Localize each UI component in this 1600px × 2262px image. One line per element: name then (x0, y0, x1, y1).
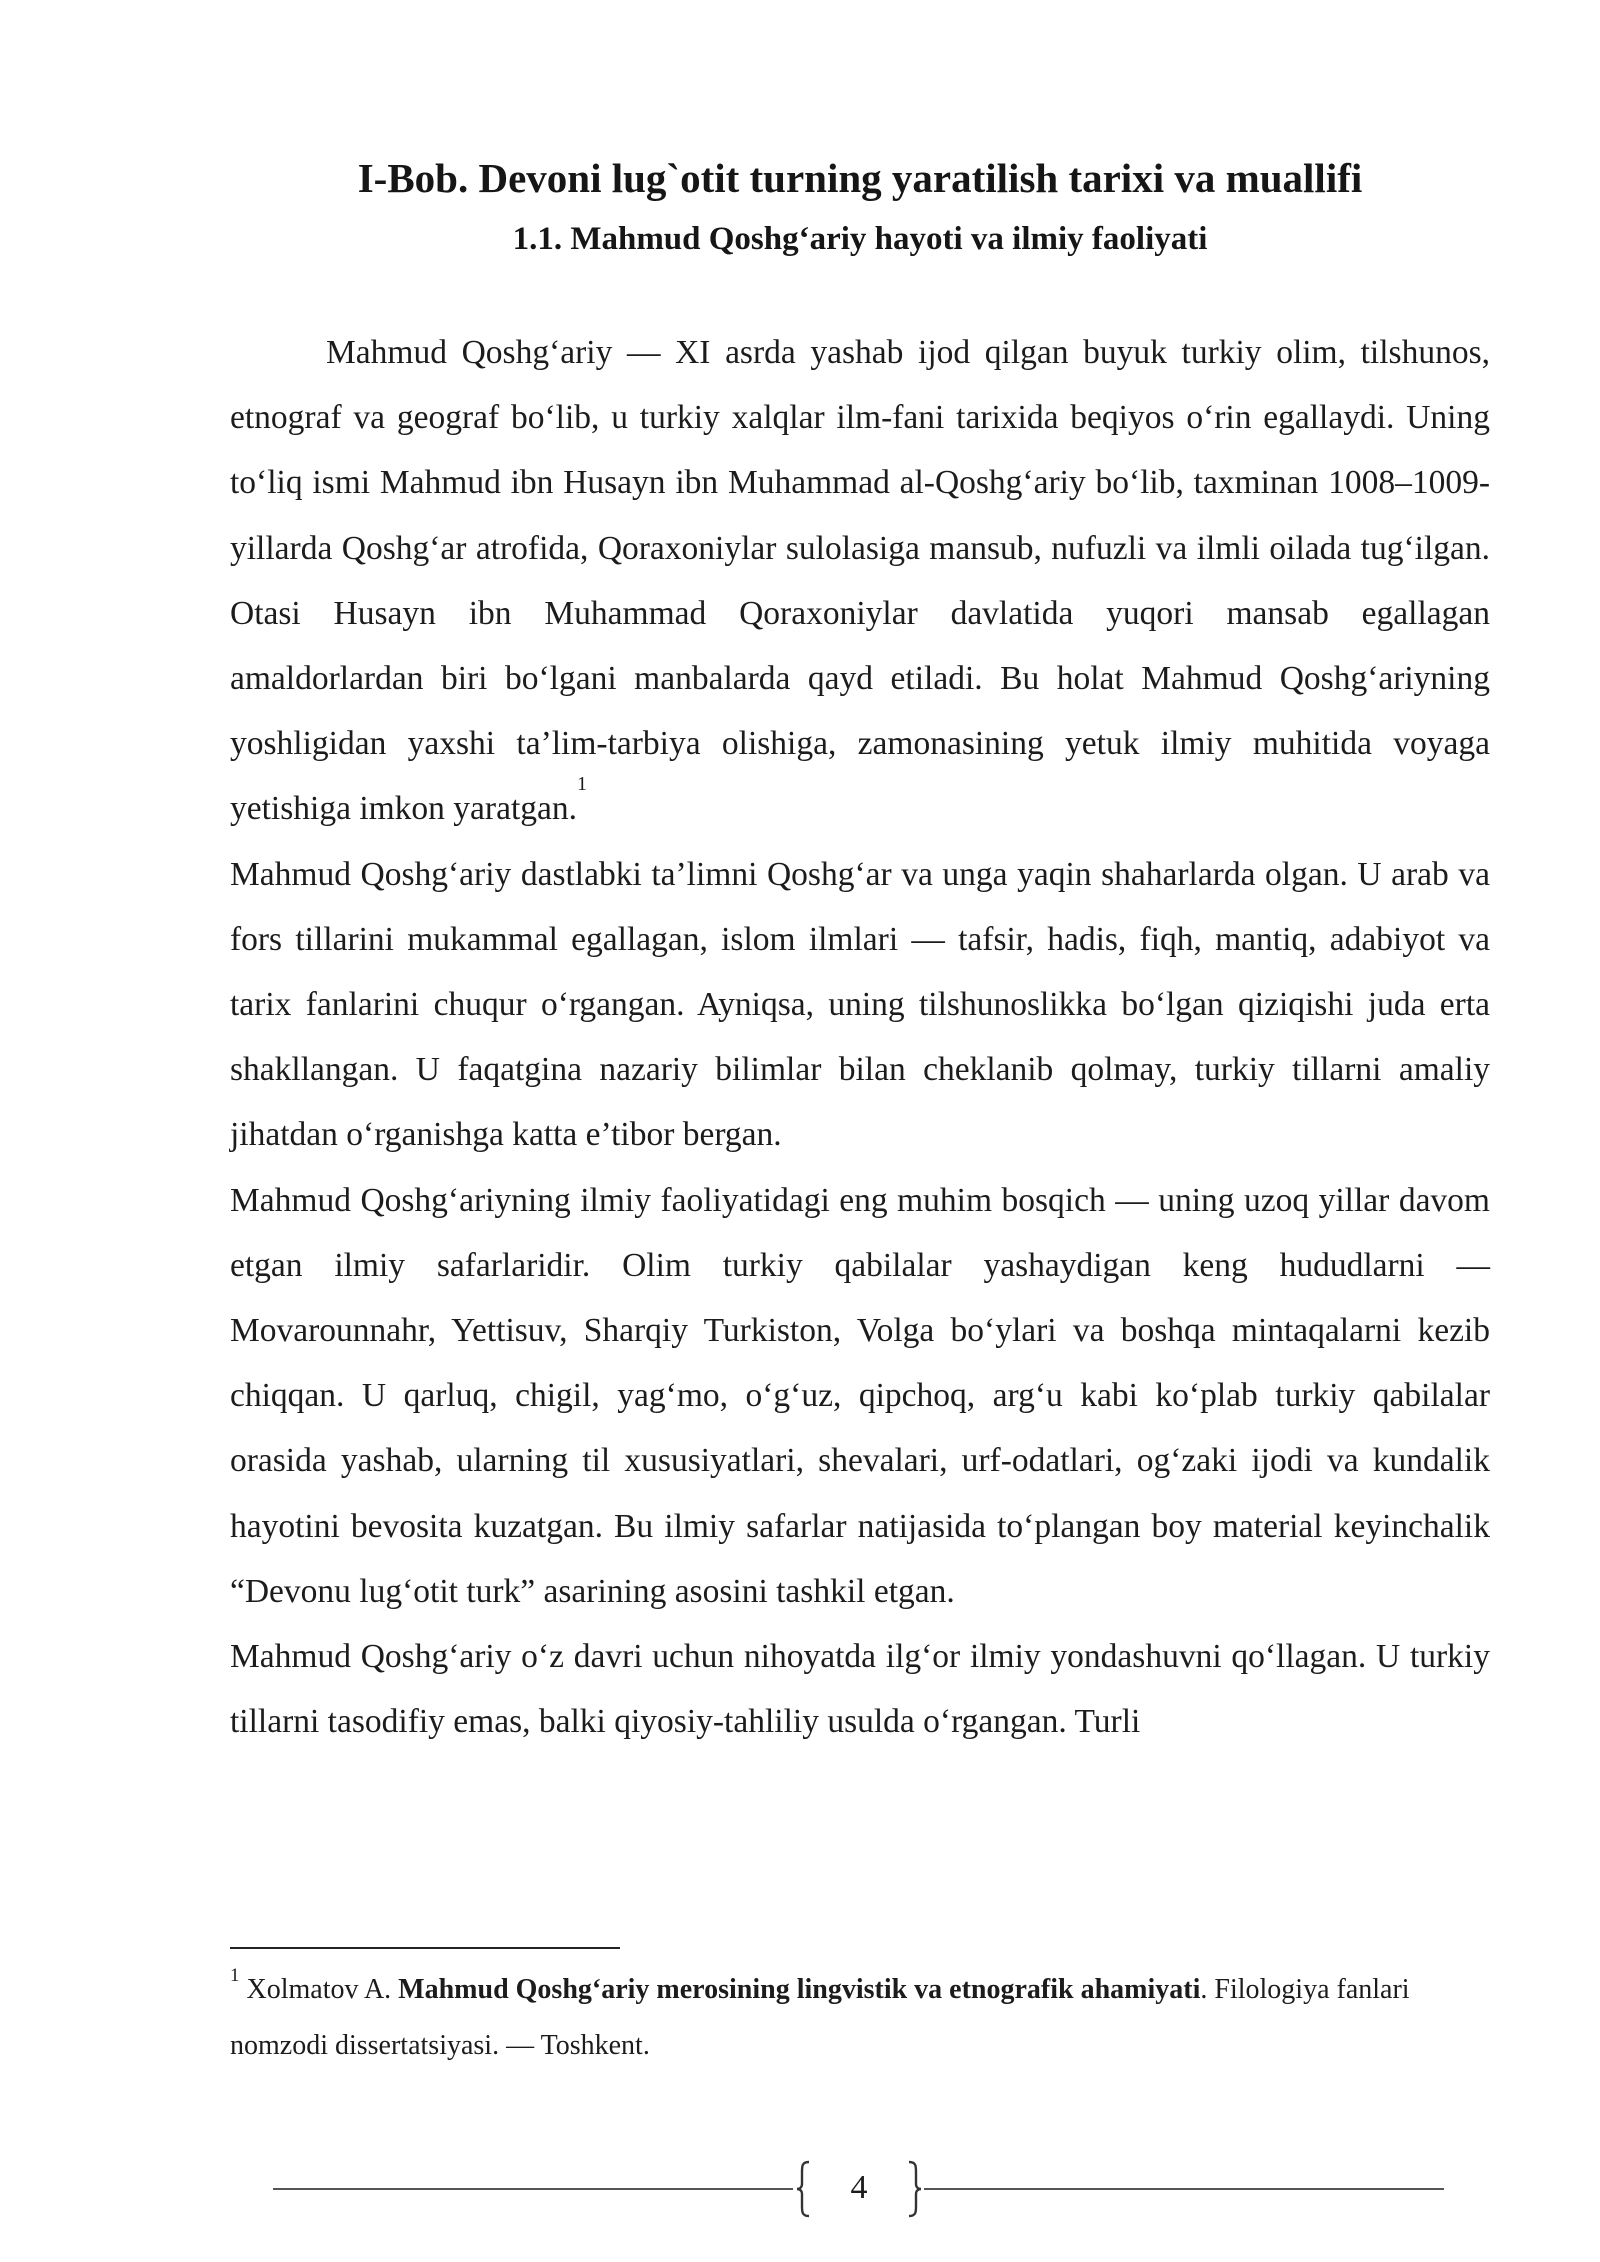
footnote (230, 1962, 1490, 2074)
paragraph (230, 842, 1490, 1168)
chapter-title: I-Bob. Devoni lug`otit turning yaratilish tarixi va muallifi (357, 155, 1363, 201)
footnote-title: Mahmud Qoshg‘ariy merosining lingvistik va etnografik ahamiyati (398, 1974, 1201, 2005)
paragraph-text: Mahmud Qoshg‘ariy o‘z davri uchun nihoyatda ilg‘or ilmiy yondashuvni qo‘llagan. U turkiy tillarni tasodifiy emas, balki qiyosiy-tahliliy usulda o‘rgangan. Turli (230, 1638, 1490, 1741)
body-text (230, 320, 1490, 1754)
page-number: 4 (850, 2169, 868, 2206)
paragraph-text: Mahmud Qoshg‘ariy — XI asrda yashab ijod qilgan buyuk turkiy olim, tilshunos, etnograf va geograf bo‘lib, u turkiy xalqlar ilm-fani tarixida beqiyos o‘rin egallaydi. Uning to‘liq ismi Mahmud ibn Husayn ibn Muhammad al-Qoshg‘ariy bo‘lib, taxminan 1008–1009-yillarda Qoshg‘ar atrofida, Qoraxoniylar sulolasiga mansub, nufuzli va ilmli oilada tug‘ilgan. Otasi Husayn ibn Muhammad Qoraxoniylar davlatida yuqori mansab egallagan amaldorlardan biri bo‘lgani manbalarda qayd etiladi. Bu holat Mahmud Qoshg‘ariyning yoshligidan yaxshi ta’lim-tarbiya olishiga, zamonasining yetuk ilmiy muhitida voyaga yetishiga imkon yaratgan. (230, 334, 1490, 828)
footnote-separator (230, 1947, 620, 1949)
footer-line-right (924, 2188, 1444, 2190)
right-brace-icon (906, 2160, 922, 2218)
page-content (230, 150, 1490, 1754)
paragraph (230, 1168, 1490, 1624)
paragraph-text: Mahmud Qoshg‘ariyning ilmiy faoliyatidagi eng muhim bosqich — uning uzoq yillar davom etgan ilmiy safarlaridir. Olim turkiy qabilalar yashaydigan keng hududlarni — Movarounnahr, Yettisuv, Sharqiy Turkiston, Volga bo‘ylari va boshqa mintaqalarni kezib chiqqan. U qarluq, chigil, yag‘mo, o‘g‘uz, qipchoq, arg‘u kabi ko‘plab turkiy qabilalar orasida yashab, ularning til xususiyatlari, shevalari, urf-odatlari, og‘zaki ijodi va kundalik hayotini bevosita kuzatgan. Bu ilmiy safarlar natijasida to‘plangan boy material keyinchalik “Devonu lug‘otit turk” asarining asosini tashkil etgan. (230, 1181, 1490, 1610)
footnote-details: . Filologiya fanlari nomzodi dissertatsiyasi. — Toshkent. (230, 1974, 1410, 2061)
footnote-author: Xolmatov A. (246, 1974, 392, 2005)
page-number-box (796, 2160, 922, 2220)
footnote-reference[interactable]: 1 (577, 773, 588, 796)
paragraph (230, 1624, 1490, 1754)
paragraph-text: Mahmud Qoshg‘ariy dastlabki ta’limni Qoshg‘ar va unga yaqin shaharlarda olgan. U arab va fors tillarini mukammal egallagan, islom ilmlari — tafsir, hadis, fiqh, mantiq, adabiyot va tarix fanlarini chuqur o‘rgangan. Ayniqsa, uning tilshunoslikka bo‘lgan qiziqishi juda erta shakllangan. U faqatgina nazariy bilimlar bilan cheklanib qolmay, turkiy tillarni amaliy jihatdan o‘rganishga katta e’tibor bergan. (230, 855, 1490, 1154)
footnote-number: 1 (230, 1965, 240, 1986)
section-title: 1.1. Mahmud Qoshg‘ariy hayoti va ilmiy faoliyati (512, 221, 1208, 257)
footer-line-left (273, 2188, 793, 2190)
paragraph (230, 320, 1490, 842)
